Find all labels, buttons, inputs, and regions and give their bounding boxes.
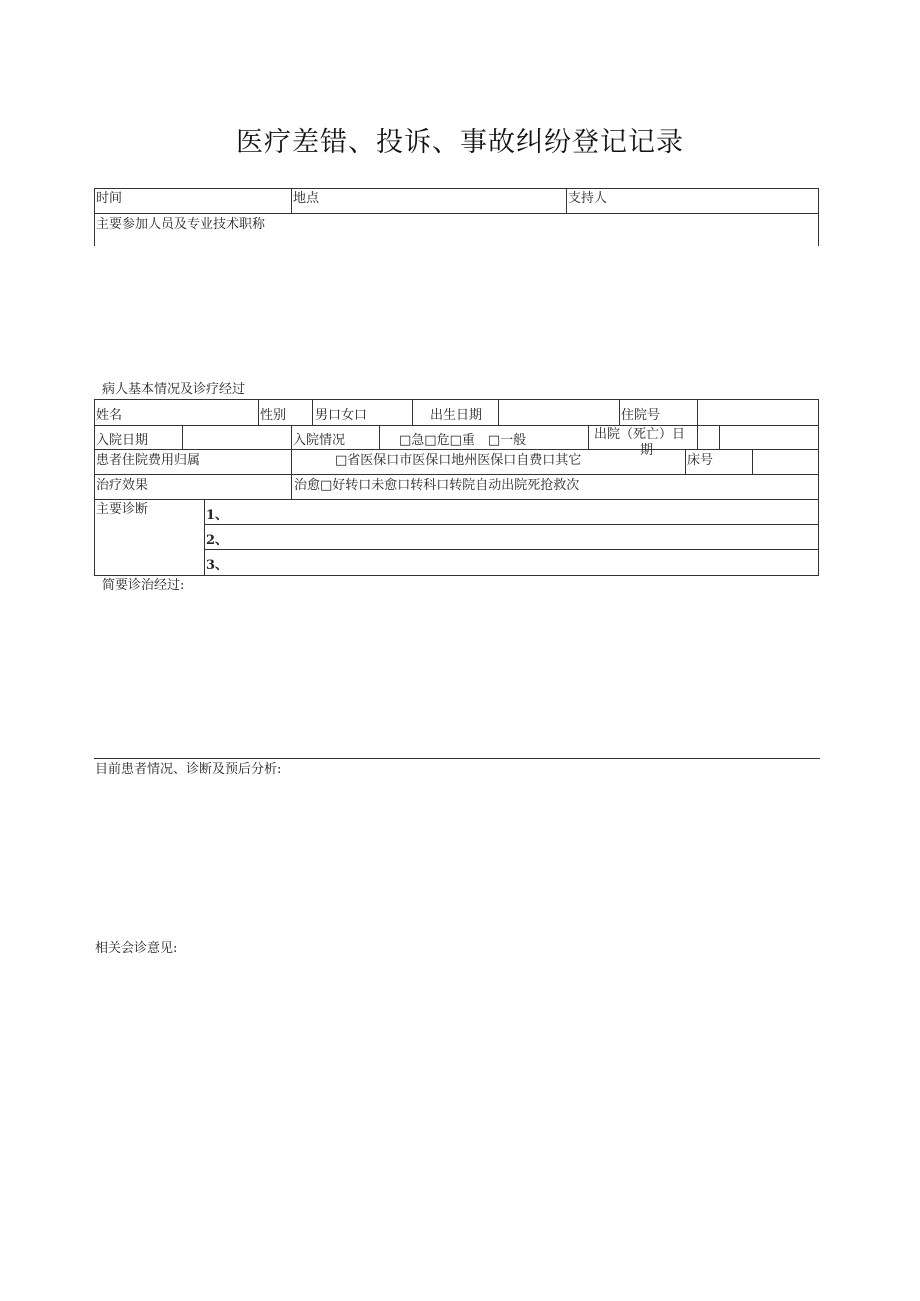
discharge-date-label-box [594,427,694,458]
brief-process-label: 简要诊治经过: [102,578,185,593]
discharge-date-label-cont: 期 [640,443,654,458]
place-label: 地点 [293,191,320,206]
host-label: 支持人 [568,191,608,206]
patient-section-label: 病人基本情况及诊疗经过 [102,382,246,397]
participants-label: 主要参加人员及专业技术职称 [96,217,266,232]
page-title: 医疗差错、投诉、事故纠纷登记记录 [236,127,684,158]
diagnosis-label: 主要诊断 [96,502,149,517]
admit-status-label: 入院情况 [293,433,346,448]
section-divider [94,758,820,759]
diagnosis-item-2: 2、 [206,533,229,548]
sex-options: 男口女口 [315,408,368,423]
name-label: 姓名 [96,408,123,423]
effect-label: 治疗效果 [96,478,149,493]
admission-no-label: 住院号 [621,408,661,423]
sex-label: 性别 [260,408,287,423]
effect-options: 治愈□好转口未愈口转科口转院自动出院死抢救次 [294,478,580,493]
admit-status-options: □急□危□重 □一般 [399,433,527,448]
diagnosis-item-1: 1、 [206,508,229,523]
fee-options: □省医保口市医保口地州医保口自费口其它 [335,453,582,468]
discharge-date-label: 出院（死亡）日 [594,427,686,442]
fee-label: 患者住院费用归属 [96,453,201,468]
bed-label: 床号 [687,453,714,468]
current-analysis-label: 目前患者情况、诊断及预后分析: [95,762,282,777]
birth-date-label: 出生日期 [430,408,483,423]
consult-label: 相关会诊意见: [95,941,178,956]
diagnosis-item-3: 3、 [206,558,229,573]
admit-date-label: 入院日期 [96,433,149,448]
time-label: 时间 [96,191,123,206]
